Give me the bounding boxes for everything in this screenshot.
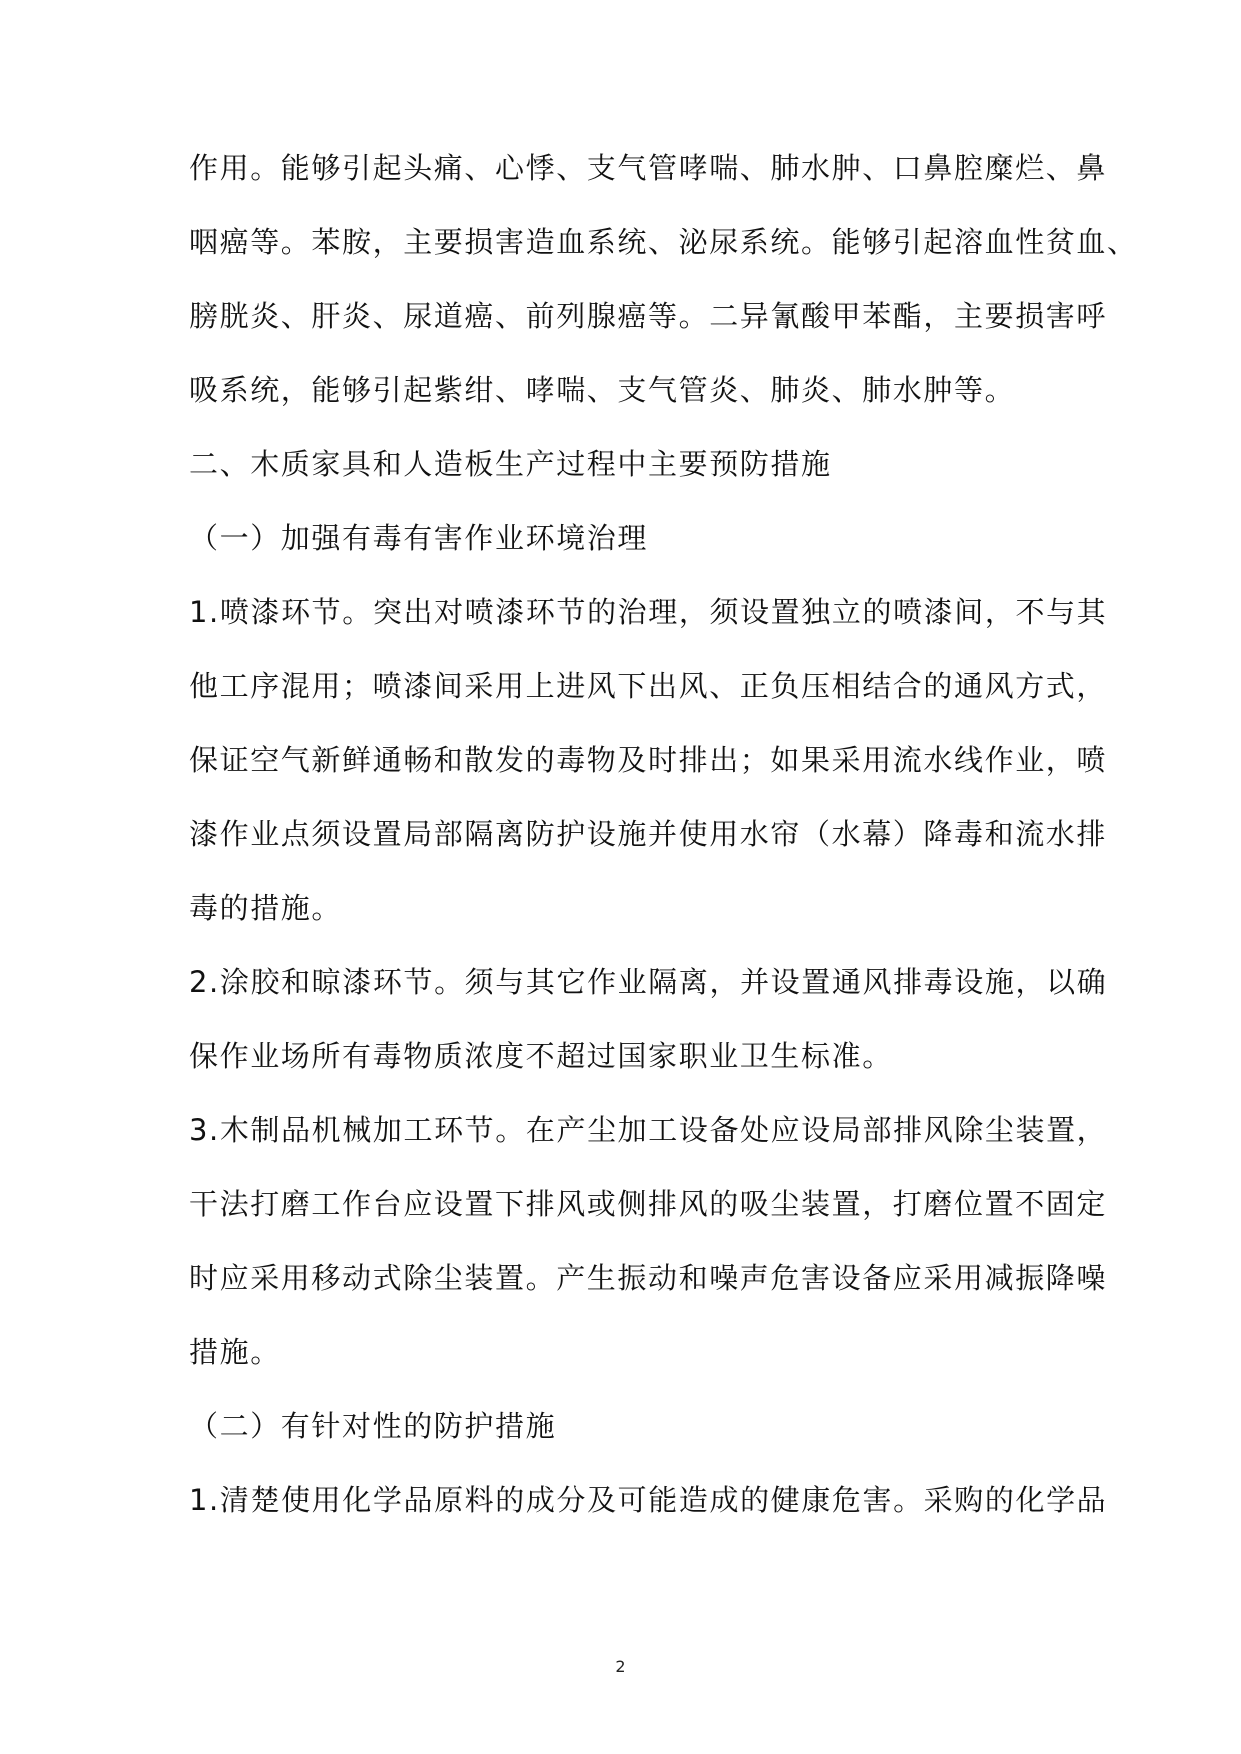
text-line: 干法打磨工作台应设置下排风或侧排风的吸尘装置，打磨位置不固定	[189, 1187, 1108, 1221]
text-line: 2.涂胶和晾漆环节。须与其它作业隔离，并设置通风排毒设施，以确	[189, 965, 1108, 999]
text-line: 咽癌等。苯胺，主要损害造血系统、泌尿系统。能够引起溶血性贫血、	[189, 225, 1138, 259]
body-text	[189, 146, 1138, 1552]
text-line: 毒的措施。	[189, 891, 343, 925]
text-line: 时应采用移动式除尘装置。产生振动和噪声危害设备应采用减振降噪	[189, 1261, 1108, 1295]
text-line: 1.清楚使用化学品原料的成分及可能造成的健康危害。采购的化学品	[189, 1483, 1108, 1517]
text-line: 膀胱炎、肝炎、尿道癌、前列腺癌等。二异氰酸甲苯酯，主要损害呼	[189, 299, 1108, 333]
text-line: 措施。	[189, 1335, 281, 1369]
subsection-heading: （二）有针对性的防护措施	[189, 1409, 557, 1443]
page-number: 2	[615, 1657, 626, 1676]
subsection-heading: （一）加强有毒有害作业环境治理	[189, 521, 649, 555]
text-line: 1.喷漆环节。突出对喷漆环节的治理，须设置独立的喷漆间，不与其	[189, 595, 1108, 629]
text-line: 保证空气新鲜通畅和散发的毒物及时排出；如果采用流水线作业，喷	[189, 743, 1108, 777]
text-line: 他工序混用；喷漆间采用上进风下出风、正负压相结合的通风方式，	[189, 669, 1108, 703]
text-line: 保作业场所有毒物质浓度不超过国家职业卫生标准。	[189, 1039, 893, 1073]
text-line: 3.木制品机械加工环节。在产尘加工设备处应设局部排风除尘装置，	[189, 1113, 1108, 1147]
section-heading: 二、木质家具和人造板生产过程中主要预防措施	[189, 447, 832, 481]
text-line: 漆作业点须设置局部隔离防护设施并使用水帘（水幕）降毒和流水排	[189, 817, 1108, 851]
text-line: 吸系统，能够引起紫绀、哮喘、支气管炎、肺炎、肺水肿等。	[189, 373, 1016, 407]
text-line: 作用。能够引起头痛、心悸、支气管哮喘、肺水肿、口鼻腔糜烂、鼻	[189, 151, 1108, 185]
